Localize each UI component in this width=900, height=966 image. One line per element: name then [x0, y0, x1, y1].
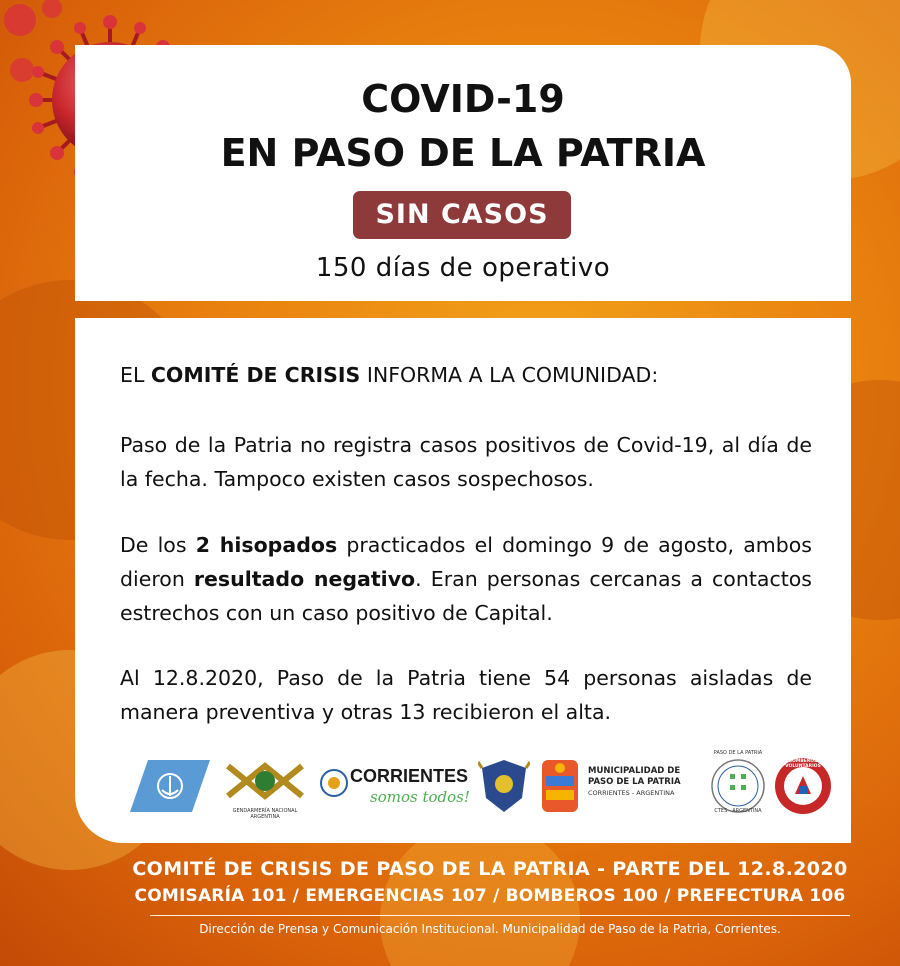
p2-a: De los — [120, 533, 196, 557]
title-line-1: COVID-19 — [361, 77, 565, 121]
p2-bold-1: 2 hisopados — [195, 533, 338, 557]
logo-strip — [130, 750, 830, 822]
status-badge: SIN CASOS — [353, 191, 571, 239]
paragraph-3: Al 12.8.2020, Paso de la Patria tiene 54 personas aisladas de manera preventiva y otras 13 recibieron el alta. — [120, 666, 812, 724]
footer — [0, 858, 900, 936]
announcement-panel — [75, 318, 851, 843]
corrientes-logo — [320, 756, 470, 816]
hospital-label-bottom: CTES - ARGENTINA — [714, 808, 762, 814]
gendarmeria-logo — [220, 756, 310, 820]
gendarmeria-label: GENDARMERÍA NACIONAL ARGENTINA — [232, 808, 298, 820]
corrientes-label: CORRIENTES — [350, 766, 469, 786]
paragraph-2 — [120, 528, 812, 630]
corrientes-slogan: somos todos! — [370, 788, 470, 806]
intro-bold: COMITÉ DE CRISIS — [150, 363, 361, 387]
p2-c: practicados el domingo 9 de agosto, ambos dieron — [120, 533, 812, 591]
footer-credit: Dirección de Prensa y Comunicación Institucional. Municipalidad de Paso de la Patria, Corrientes. — [199, 922, 781, 936]
header-panel — [75, 45, 851, 301]
subtitle: 150 días de operativo — [315, 253, 611, 283]
intro-pre: EL — [120, 363, 151, 387]
bomberos-logo — [773, 756, 833, 816]
hospital-label-top: PASO DE LA PATRIA — [713, 750, 763, 756]
footer-title: COMITÉ DE CRISIS DE PASO DE LA PATRIA - PARTE DEL 12.8.2020 — [132, 858, 848, 880]
municipalidad-logo — [540, 756, 700, 816]
hospital-logo — [710, 750, 766, 816]
title-line-2: EN PASO DE LA PATRIA — [220, 131, 706, 175]
municipalidad-label-2: PASO DE LA PATRIA — [588, 777, 681, 787]
police-logo — [478, 756, 530, 816]
municipalidad-label-1: MUNICIPALIDAD DE — [588, 766, 681, 776]
p2-bold-2: resultado negativo — [193, 567, 416, 591]
p2-e: . Eran personas cercanas a contactos estrechos con un caso positivo de Capital. — [120, 567, 812, 625]
intro-line — [120, 358, 812, 392]
footer-divider — [150, 915, 850, 916]
municipalidad-label-3: CORRIENTES - ARGENTINA — [588, 789, 675, 797]
paragraph-1: Paso de la Patria no registra casos positivos de Covid-19, al día de la fecha. Tampoco existen casos sospechosos. — [120, 433, 812, 491]
footer-phones: COMISARÍA 101 / EMERGENCIAS 107 / BOMBEROS 100 / PREFECTURA 106 — [134, 886, 846, 906]
bomberos-label: BOMBEROS VOLUNTARIOS — [785, 759, 821, 769]
prefectura-logo — [130, 756, 212, 816]
intro-post: INFORMA A LA COMUNIDAD: — [360, 363, 659, 387]
